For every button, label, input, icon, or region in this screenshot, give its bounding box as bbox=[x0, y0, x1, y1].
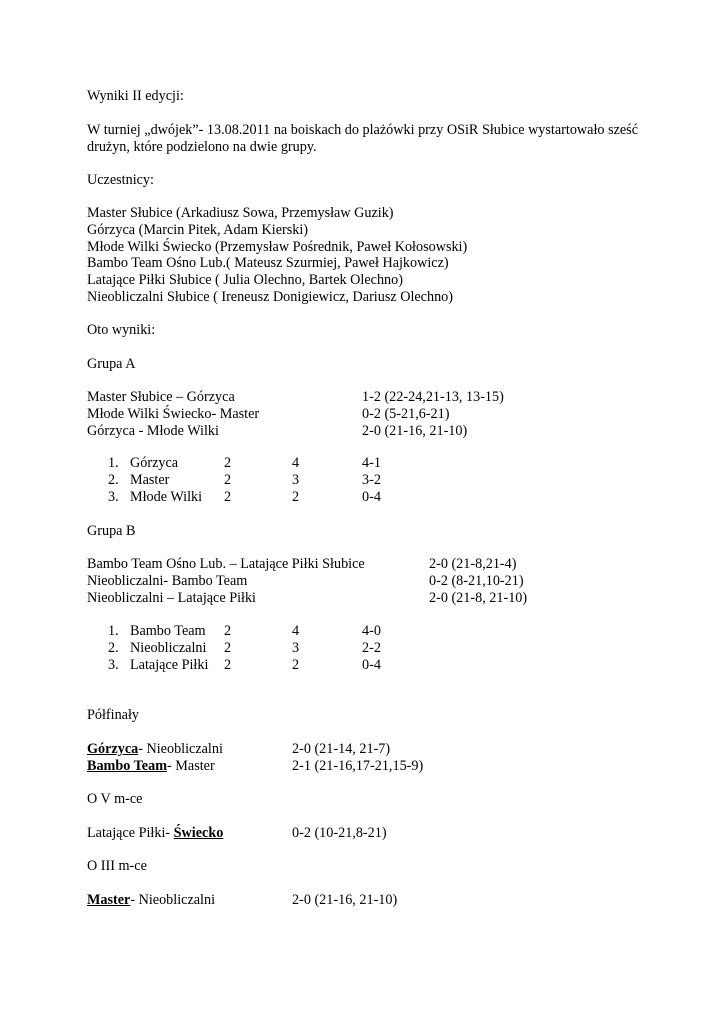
match-score: 1-2 (22-24,21-13, 13-15) bbox=[362, 389, 504, 405]
results-label: Oto wyniki: bbox=[87, 322, 156, 338]
match-row bbox=[87, 406, 638, 423]
standings-sets: 3-2 bbox=[362, 471, 381, 488]
participant-item: Młode Wilki Świecko (Przemysław Pośrednik, Paweł Kołosowski) bbox=[87, 238, 468, 255]
standings-sets: 4-1 bbox=[362, 455, 381, 471]
winner-team: Świecko bbox=[173, 825, 224, 841]
match-score: 0-2 (8-21,10-21) bbox=[429, 572, 524, 589]
semifinals-title: Półfinały bbox=[87, 707, 140, 723]
standings-team: Młode Wilki bbox=[130, 488, 203, 505]
match-score: 2-0 (21-8, 21-10) bbox=[429, 589, 528, 606]
group-b-matches bbox=[87, 556, 638, 608]
loser-team: Latające Piłki- bbox=[87, 825, 174, 841]
winner-team: Górzyca bbox=[87, 741, 139, 757]
participant-item: Bambo Team Ośno Lub.( Mateusz Szurmiej, Paweł Hajkowicz) bbox=[87, 255, 449, 272]
standings-team: Master bbox=[130, 471, 170, 488]
participants-label: Uczestnicy: bbox=[87, 172, 154, 188]
match-row bbox=[87, 556, 638, 573]
standings-row bbox=[87, 455, 638, 472]
third-place-title: O III m-ce bbox=[87, 858, 147, 874]
opponent-team: - Master bbox=[167, 757, 215, 774]
standings-sets: 0-4 bbox=[362, 656, 381, 673]
match-score: 2-1 (21-16,17-21,15-9) bbox=[292, 757, 424, 774]
standings-row bbox=[87, 472, 638, 489]
standings-games: 2 bbox=[224, 623, 232, 639]
match-score: 0-2 (10-21,8-21) bbox=[292, 825, 387, 841]
opponent-team: - Nieobliczalni bbox=[130, 892, 216, 908]
opponent-team: - Nieobliczalni bbox=[138, 741, 223, 757]
standings-position: 3. bbox=[108, 488, 119, 505]
winner-team: Bambo Team bbox=[87, 757, 168, 774]
standings-position: 3. bbox=[108, 656, 119, 673]
standings-position: 2. bbox=[108, 639, 119, 656]
standings-row bbox=[87, 623, 638, 640]
match-score: 0-2 (5-21,6-21) bbox=[362, 405, 450, 422]
match-row bbox=[87, 758, 638, 775]
match-teams bbox=[87, 741, 223, 758]
match-teams bbox=[87, 758, 215, 775]
match-row bbox=[87, 892, 638, 909]
match-score: 2-0 (21-14, 21-7) bbox=[292, 741, 391, 757]
standings-position: 2. bbox=[108, 471, 119, 488]
match-row bbox=[87, 590, 638, 607]
match-row bbox=[87, 389, 638, 406]
fifth-place-title: O V m-ce bbox=[87, 791, 143, 807]
match-teams: Młode Wilki Świecko- Master bbox=[87, 405, 260, 422]
winner-team: Master bbox=[87, 892, 131, 908]
participant-item: Latające Piłki Słubice ( Julia Olechno, Bartek Olechno) bbox=[87, 272, 403, 289]
standings-games: 2 bbox=[224, 488, 232, 505]
match-teams: Nieobliczalni- Bambo Team bbox=[87, 572, 248, 589]
standings-row bbox=[87, 489, 638, 506]
match-teams: Górzyca - Młode Wilki bbox=[87, 422, 219, 439]
match-score: 2-0 (21-16, 21-10) bbox=[362, 422, 468, 439]
standings-team: Latające Piłki bbox=[130, 656, 209, 673]
match-teams: Nieobliczalni – Latające Piłki bbox=[87, 589, 257, 606]
match-score: 2-0 (21-8,21-4) bbox=[429, 556, 517, 572]
standings-games: 2 bbox=[224, 455, 232, 471]
standings-points: 4 bbox=[292, 623, 300, 639]
match-teams: Master Słubice – Górzyca bbox=[87, 389, 235, 405]
group-b-title: Grupa B bbox=[87, 523, 136, 539]
standings-points: 4 bbox=[292, 455, 300, 471]
match-teams bbox=[87, 892, 215, 909]
standings-points: 3 bbox=[292, 639, 300, 656]
standings-team: Bambo Team bbox=[130, 623, 206, 639]
standings-sets: 2-2 bbox=[362, 639, 381, 656]
third-place-match bbox=[87, 892, 638, 910]
match-teams bbox=[87, 825, 223, 842]
match-row bbox=[87, 573, 638, 590]
participants-list bbox=[87, 205, 638, 306]
standings-points: 2 bbox=[292, 488, 300, 505]
semifinal-matches bbox=[87, 741, 638, 777]
match-row bbox=[87, 423, 638, 440]
standings-games: 2 bbox=[224, 656, 232, 673]
standings-row bbox=[87, 657, 638, 674]
standings-team: Górzyca bbox=[130, 455, 179, 471]
participant-item: Nieobliczalni Słubice ( Ireneusz Donigiewicz, Dariusz Olechno) bbox=[87, 288, 453, 305]
fifth-place-match bbox=[87, 825, 638, 843]
standings-team: Nieobliczalni bbox=[130, 639, 207, 656]
standings-points: 3 bbox=[292, 471, 300, 488]
standings-sets: 0-4 bbox=[362, 488, 381, 505]
intro-paragraph: W turniej „dwójek”- 13.08.2011 na boiskach do plażówki przy OSiR Słubice wystartowało sześć drużyn, które podzielono na dwie grupy. bbox=[87, 122, 638, 155]
standings-points: 2 bbox=[292, 656, 300, 673]
match-row bbox=[87, 741, 638, 758]
standings-games: 2 bbox=[224, 639, 232, 656]
standings-sets: 4-0 bbox=[362, 623, 381, 639]
group-b-standings bbox=[87, 623, 638, 675]
document-heading: Wyniki II edycji: bbox=[87, 88, 184, 104]
participant-item: Górzyca (Marcin Pitek, Adam Kierski) bbox=[87, 221, 309, 238]
group-a-matches bbox=[87, 389, 638, 441]
standings-row bbox=[87, 640, 638, 657]
participant-item: Master Słubice (Arkadiusz Sowa, Przemysław Guzik) bbox=[87, 205, 394, 221]
standings-position: 1. bbox=[108, 623, 119, 639]
standings-position: 1. bbox=[108, 455, 119, 471]
group-a-title: Grupa A bbox=[87, 356, 136, 372]
match-score: 2-0 (21-16, 21-10) bbox=[292, 892, 398, 908]
standings-games: 2 bbox=[224, 471, 232, 488]
group-a-standings bbox=[87, 455, 638, 507]
match-teams: Bambo Team Ośno Lub. – Latające Piłki Słubice bbox=[87, 556, 365, 572]
match-row bbox=[87, 825, 638, 842]
